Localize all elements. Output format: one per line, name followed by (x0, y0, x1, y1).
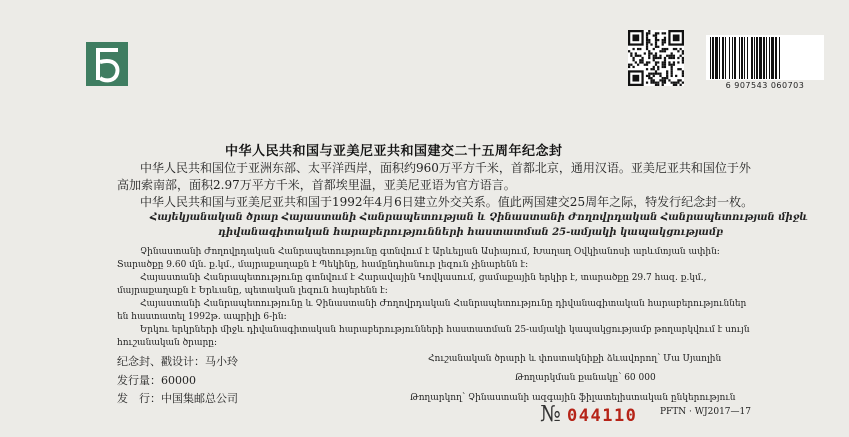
am-paragraph-line: են հաստատել 1992թ. ապրիլի 6-ին: (117, 312, 287, 322)
issuer-cn: 发 行：中国集邮总公司 (117, 392, 238, 405)
issuer-am: Թողարկող՝ Չինաստանի ազգային ֆիլատելիստական ընկերություն (410, 393, 736, 403)
cn-paragraph-line: 中华人民共和国位于亚洲东部、太平洋西岸，面积约960万平方千米，首都北京，通用汉语。亚美尼亚共和国位于外 (140, 161, 751, 175)
am-paragraph-line: Հայաստանի Հանրապետությունը և Չինաստանի Ժողովրդական Հանրապետությունը դիվանագիտական հարաբերություններ (140, 299, 747, 309)
am-paragraph-line: Հայաստանի Հանրապետությունը գտնվում է Հարավային Կովկասում, ցամաքային երկիր է, տարածքը 29.7 հազ. ք.կմ., (140, 273, 707, 283)
quantity-am: Թողարկման քանակը՝ 60 000 (515, 373, 656, 383)
am-paragraph-line: Տարածքը 9.60 մլն. ք.կմ., մայրաքաղաքն է Պեկինը, համընդհանուր լեզուն չինարենն է: (117, 260, 529, 270)
qr-code-icon (628, 30, 684, 86)
cover-title-chinese: 中华人民共和国与亚美尼亚共和国建交二十五周年纪念封 (225, 144, 563, 159)
serial-number: 044110 (567, 406, 638, 426)
am-paragraph-line: մայրաքաղաքն է Երևանը, պետական լեզուն հայերենն է: (117, 286, 388, 296)
quantity-cn: 发行量：60000 (117, 374, 196, 387)
designer-credit-cn: 纪念封、戳设计：马小玲 (117, 355, 238, 368)
cover-title-armenian: Հայեկյանական ծրար Հայաստանի Հանրապետության և Չինաստանի Ժողովրդական Հանրապետության միջև (150, 212, 808, 223)
am-paragraph-line: Չինաստանի Ժողովրդական Հանրապետությունը գտնվում է Արևելյան Ասիայում, Խաղաղ Օվկիանոսի արևմտյան ափին: (140, 247, 720, 257)
issue-code: PFTN · WJ2017—17 (660, 407, 751, 417)
cover-title-armenian: դիվանագիտական հարաբերությունների հաստատման 25-ամյակի կապակցությամբ (218, 227, 724, 238)
am-paragraph-line: Երկու երկրների միջև դիվանագիտական հարաբերությունների հաստատման 25-ամյակի կապակցությամբ թողարկվում է սույն (140, 325, 750, 335)
philatelic-logo-icon (86, 42, 128, 86)
serial-number-label: № (540, 402, 561, 427)
cn-paragraph-line: 中华人民共和国与亚美尼亚共和国于1992年4月6日建立外交关系。值此两国建交25周年之际，特发行纪念封一枚。 (140, 195, 754, 209)
am-paragraph-line: հուշանական ծրարը: (117, 338, 218, 348)
cn-paragraph-line: 高加索南部，面积2.97万平方千米，首都埃里温，亚美尼亚语为官方语言。 (117, 178, 516, 192)
barcode-number: 6 907543 060703 (725, 81, 805, 90)
barcode-icon (706, 35, 824, 80)
designer-credit-am: Հուշանական ծրարի և փոստակնիքի ձևավորող՝ Մա Սյաոլին (428, 354, 722, 364)
